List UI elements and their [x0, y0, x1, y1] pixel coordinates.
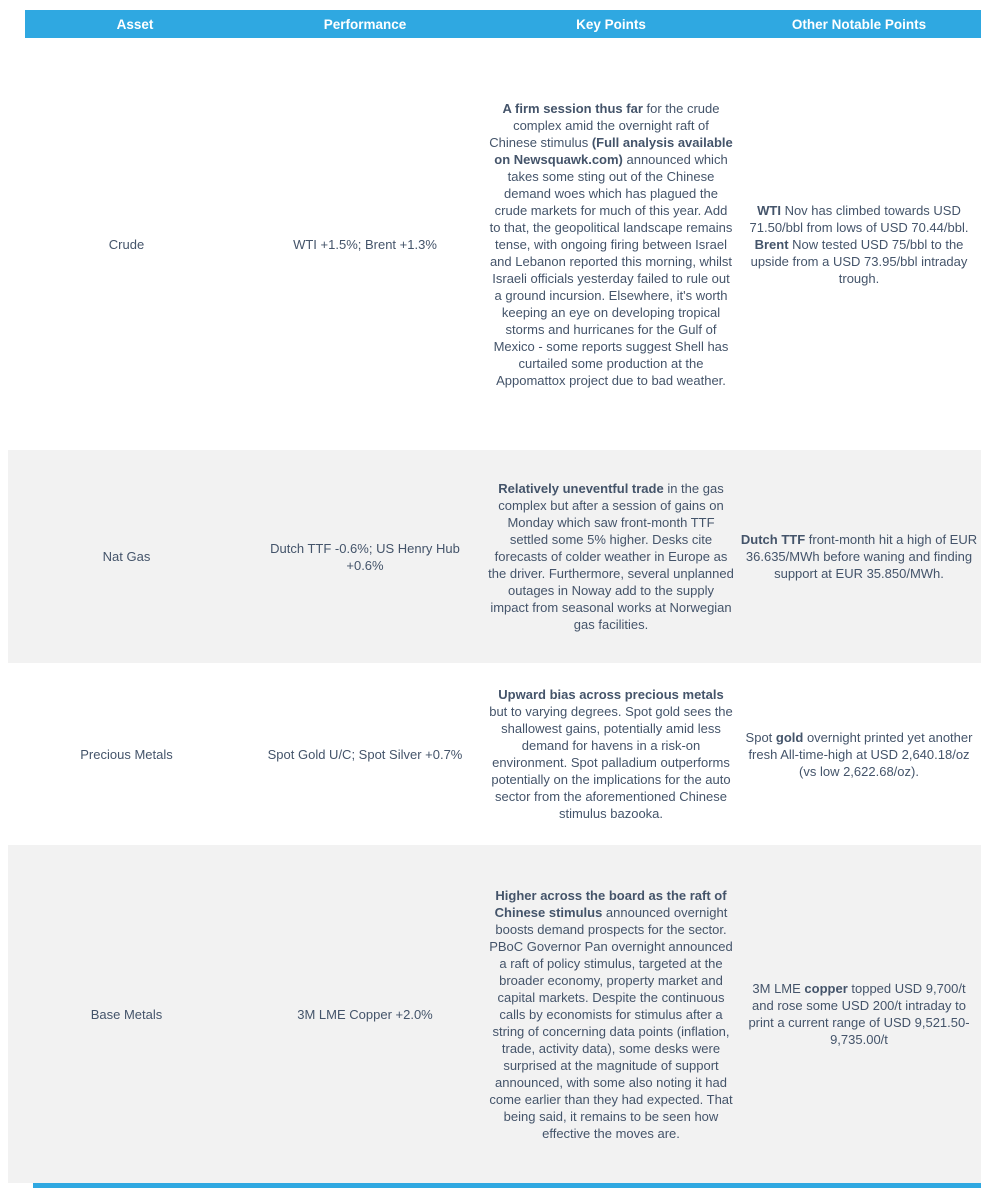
header-label-other-notable-points: Other Notable Points [791, 16, 927, 32]
key-points-text: Upward bias across precious metals but to varying degrees. Spot gold sees the shallowest gains, potentially amid less demand for havens in a risk-on environment. Spot palladium outperforms potentially on the implications for the auto sector from the aforementioned Chinese stimulus bazooka. [489, 687, 733, 821]
asset-label: Base Metals [90, 1006, 163, 1022]
key-points-cell [485, 38, 737, 450]
header-label-asset: Asset [116, 16, 154, 32]
header-cell-other-notable-points [737, 10, 981, 38]
asset-label: Nat Gas [102, 549, 151, 564]
table-body [8, 38, 981, 1183]
performance-cell [245, 845, 485, 1183]
asset-cell [8, 38, 245, 450]
key-points-cell [485, 450, 737, 663]
table-row [8, 845, 981, 1183]
performance-cell [245, 663, 485, 845]
performance-value: 3M LME Copper +2.0% [297, 1006, 433, 1022]
performance-cell [245, 450, 485, 663]
key-points-cell [485, 663, 737, 845]
table-row [8, 450, 981, 663]
other-points-text: Spot gold overnight printed yet another fresh All-time-high at USD 2,640.18/oz (vs low 2,622.68/oz). [745, 729, 973, 779]
key-points-text: Relatively uneventful trade in the gas complex but after a session of gains on Monday which saw front-month TTF settled some 5% higher. Desks cite forecasts of colder weather in Europe as the driver. Furthermore, several unplanned outages in Noway add to the supply impact from seasonal works at Norwegian gas facilities. [488, 481, 734, 632]
asset-label: Crude [108, 236, 145, 252]
asset-cell [8, 663, 245, 845]
key-points-text: Higher across the board as the raft of Chinese stimulus announced overnight boosts demand prospects for the sector. PBoC Governor Pan overnight announced a raft of policy stimulus, targeted at the broader economy, property market and capital markets. Despite the continuous calls by economists for stimulus after a string of concerning data points (inflation, trade, activity data), some desks were surprised at the magnitude of support announced, with some also noting it had come earlier than they had expected. That being said, it remains to be seen how effective the moves are. [489, 887, 733, 1141]
other-points-text: Dutch TTF front-month hit a high of EUR 36.635/MWh before waning and finding support at EUR 35.850/MWh. [740, 532, 978, 581]
table-row [8, 663, 981, 845]
asset-cell [8, 845, 245, 1183]
header-cell-key-points [485, 10, 737, 38]
other-points-cell [737, 450, 981, 663]
header-cell-performance [245, 10, 485, 38]
performance-cell [245, 38, 485, 450]
asset-cell [8, 450, 245, 663]
header-cell-asset [25, 10, 245, 38]
key-points-text: A firm session thus far for the crude complex amid the overnight raft of Chinese stimulus (Full analysis available on Newsquawk.com) announced which takes some sting out of the Chinese demand woes which has plagued the crude markets for much of this year. Add to that, the geopolitical landscape remains tense, with ongoing firing between Israel and Lebanon reported this morning, whilst Israeli officials yesterday failed to rule out a ground incursion. Elsewhere, it's worth keeping an eye on developing tropical storms and hurricanes for the Gulf of Mexico - some reports suggest Shell has curtailed some production at the Appomattox project due to bad weather. [489, 100, 733, 388]
header-label-performance: Performance [323, 16, 407, 32]
other-points-cell [737, 38, 981, 450]
other-points-text: WTI Nov has climbed towards USD 71.50/bbl from lows of USD 70.44/bbl. Brent Now tested USD 75/bbl to the upside from a USD 73.95/bbl intraday trough. [749, 202, 969, 286]
header-label-key-points: Key Points [576, 16, 646, 32]
other-points-text: 3M LME copper topped USD 9,700/t and rose some USD 200/t intraday to print a current range of USD 9,521.50-9,735.00/t [748, 981, 970, 1047]
other-points-cell [737, 663, 981, 845]
bottom-accent-bar [33, 1183, 981, 1188]
asset-label: Precious Metals [80, 746, 173, 762]
performance-value: Dutch TTF -0.6%; US Henry Hub +0.6% [270, 540, 460, 573]
other-points-cell [737, 845, 981, 1183]
commodities-report-table [8, 10, 981, 1188]
performance-value: Spot Gold U/C; Spot Silver +0.7% [267, 746, 463, 762]
table-header-row [8, 10, 981, 38]
key-points-cell [485, 845, 737, 1183]
performance-value: WTI +1.5%; Brent +1.3% [293, 236, 437, 252]
table-row [8, 38, 981, 450]
